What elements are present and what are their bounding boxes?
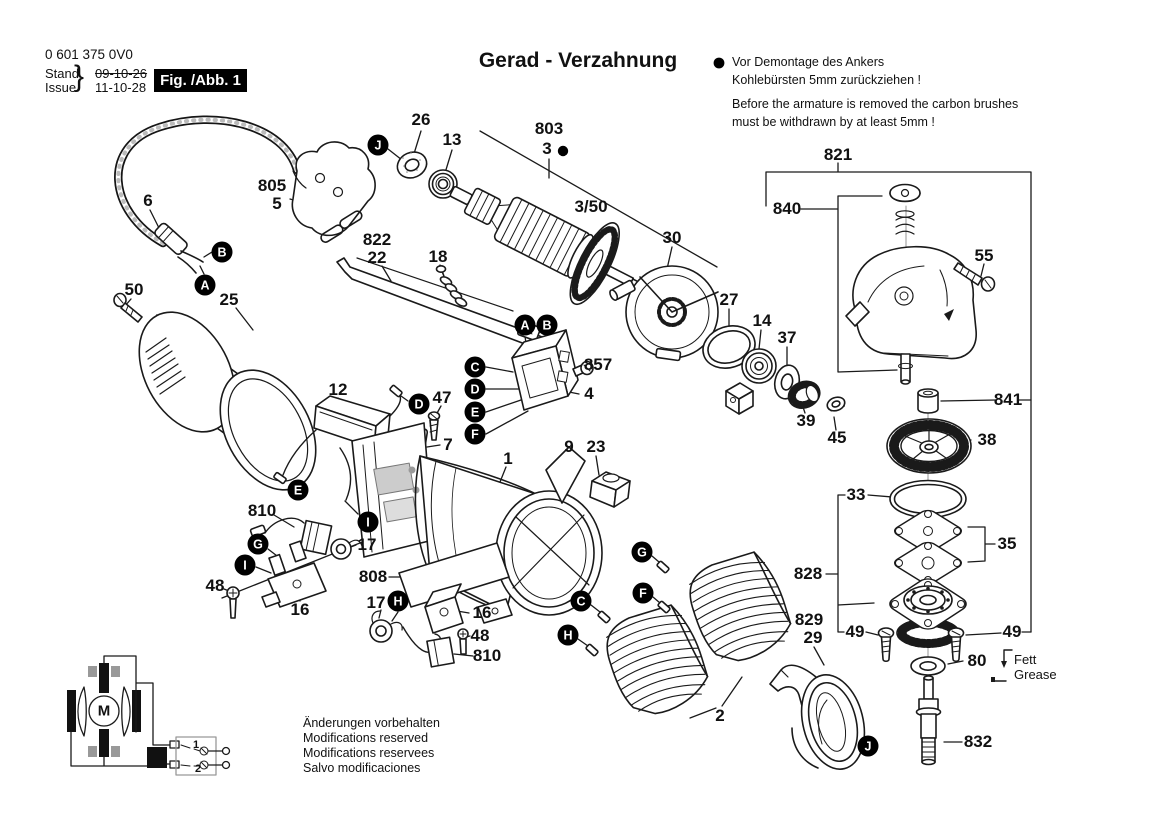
part-label-828: 828 [793,564,823,583]
switch-slider-23 [590,472,630,507]
wiring-terminal-1: 1 [192,739,200,751]
part-label-17-left: 17 [357,535,377,554]
callout-A-cord: A [195,275,216,296]
key-block [726,383,753,414]
part-label-841: 841 [993,390,1023,409]
date-new: 11-10-28 [95,80,147,95]
callout-E-wire: E [288,480,309,501]
part-label-5: 5 [272,194,282,213]
stand-label: Stand [45,66,79,81]
part-label-55: 55 [974,246,994,265]
document-part-number: 0 601 375 0V0 [45,47,133,62]
part-label-35: 35 [997,534,1017,553]
issue-label: Issue [45,80,77,95]
footer-line-es: Salvo modificaciones [303,761,421,775]
part-label-14: 14 [752,311,772,330]
part-label-23: 23 [586,437,606,456]
bushing-841 [918,389,938,413]
callout-B-switch: B [537,315,558,336]
callout-F-coil: F [633,583,654,604]
callout-I-wire: I [358,512,379,533]
callout-G-brush: G [248,534,269,555]
part-label-25: 25 [219,290,239,309]
callout-J-ring: J [368,135,389,156]
wiring-schematic [67,656,230,775]
crown-gear-38 [887,419,971,473]
grease-label-en: Grease [1014,667,1057,682]
figure-label-box: Fig. /Abb. 1 [154,69,247,92]
part-label-808: 808 [358,567,388,586]
part-label-80: 80 [967,651,987,670]
part-label-3: 3 [542,139,552,158]
callout-B-cord: B [212,242,233,263]
part-label-803: 803 [534,119,564,138]
footer-line-de: Änderungen vorbehalten [303,716,440,730]
wiring-terminal-2: 2 [194,763,202,775]
part-label-3-50: 3/50 [574,197,608,216]
screw-49-right [949,628,964,661]
page-title: Gerad - Verzahnung [478,49,678,72]
part-label-18: 18 [428,247,448,266]
part-label-37: 37 [777,328,797,347]
part-label-16-right: 16 [472,603,492,622]
callout-E-switch: E [465,402,486,423]
part-label-821: 821 [823,145,853,164]
part-label-6: 6 [143,191,153,210]
part-label-48-right: 48 [470,626,490,645]
part-label-810-right: 810 [472,646,502,665]
spindle-lock-cap-840 [890,185,920,235]
screw-49-left [879,628,894,661]
part-label-26: 26 [411,110,431,129]
date-brace: } [74,60,85,93]
part-label-29: 29 [803,628,823,647]
part-label-2: 2 [715,706,725,725]
part-label-22: 22 [367,248,387,267]
callout-J-guard: J [858,736,879,757]
callout-G-coil: G [632,542,653,563]
part-label-17-right: 17 [366,593,386,612]
grease-arrow-symbol [991,650,1012,682]
notice-de-line2: Kohlebürsten 5mm zurückziehen ! [732,73,921,87]
date-old: 09-10-26 [95,66,148,81]
mains-plug [292,142,375,244]
part-label-810-left: 810 [247,501,277,520]
part-label-27: 27 [719,290,739,309]
part-label-13: 13 [442,130,462,149]
screw-47 [429,412,440,440]
bearing-14 [742,349,776,383]
part-label-48-left: 48 [205,576,225,595]
nut-45 [825,395,846,413]
part-label-1: 1 [503,449,513,468]
callout-C-switch: C [465,357,486,378]
callout-F-switch: F [465,424,486,445]
footer-line-fr: Modifications reservees [303,746,435,760]
part-label-30: 30 [662,228,682,247]
grease-label-de: Fett [1014,652,1037,667]
part-label-33: 33 [846,485,866,504]
part-label-49-right: 49 [1002,622,1022,641]
notice-en-line1: Before the armature is removed the carbon brushes [732,97,1019,111]
part-label-4: 4 [584,384,594,403]
part-label-7: 7 [443,435,453,454]
part-label-38: 38 [977,430,997,449]
part-label-857: 857 [583,355,613,374]
part-label-50: 50 [124,280,144,299]
part-label-12: 12 [328,380,348,399]
part-label-9: 9 [564,437,574,456]
motor-end-cap [120,296,335,506]
part-label-16-left: 16 [290,600,310,619]
notice-de-line1: Vor Demontage des Ankers [732,55,885,69]
footer-line-en: Modifications reserved [303,731,429,745]
washer-80 [911,657,945,675]
callout-D-suppressor: D [409,394,430,415]
guard-29 [770,665,874,776]
part-label-49-left: 49 [845,622,865,641]
part-label-822: 822 [362,230,392,249]
callout-I-holder: I [235,555,256,576]
callout-C-coil: C [571,591,592,612]
field-coil-halves [586,548,797,723]
part-label-47: 47 [432,388,452,407]
callout-H-coil: H [558,625,579,646]
part-label-840: 840 [772,199,802,218]
wiring-motor-label: M [97,702,111,720]
part-label-39: 39 [796,411,816,430]
part-label-805: 805 [257,176,287,195]
part-label-829: 829 [794,610,824,629]
part-label-45: 45 [827,428,847,447]
spindle-832 [917,676,941,765]
notice-en-line2: must be withdrawn by at least 5mm ! [732,115,935,129]
callout-A-switch: A [515,315,536,336]
part-label-832: 832 [963,732,993,751]
callout-D-switch: D [465,379,486,400]
felt-ring-26 [393,147,431,182]
callout-H-brush: H [388,591,409,612]
